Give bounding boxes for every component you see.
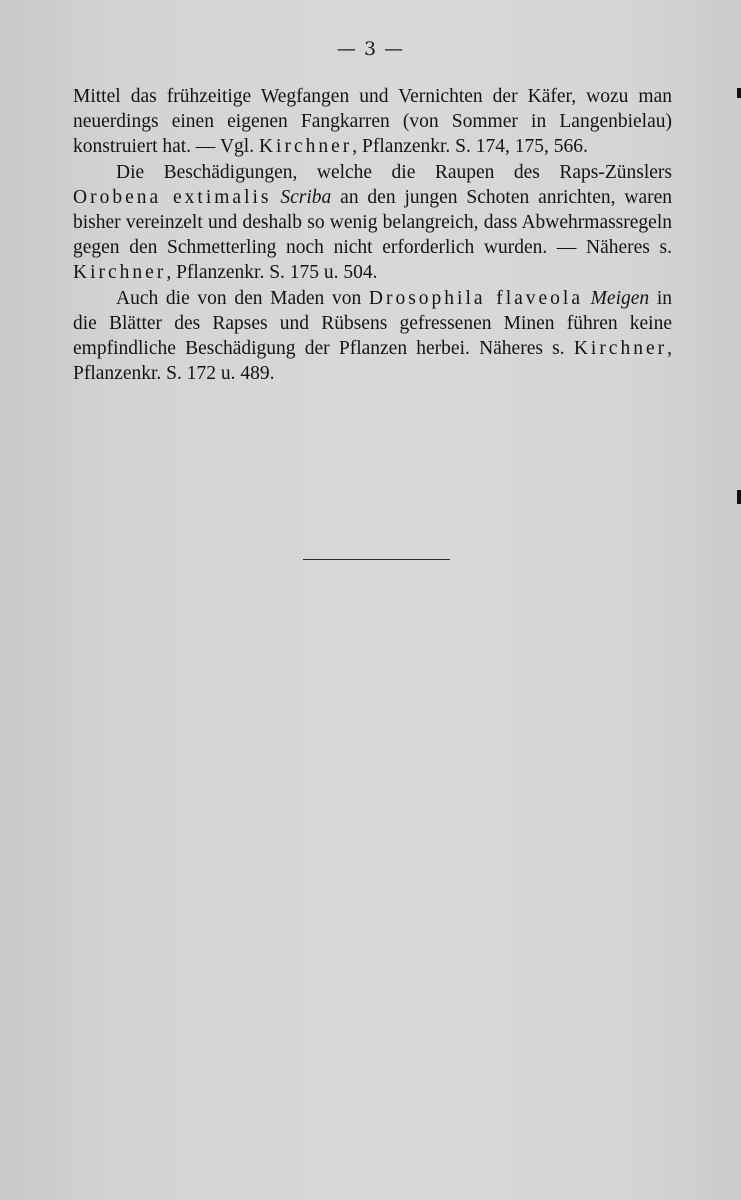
paragraph	[73, 286, 672, 387]
text-run: , Pflanzenkr. S. 174, 175, 566.	[352, 136, 588, 158]
text-run: in die Blätter des Rapses und Rübsens gefressenen Minen führen keine empfindliche Beschädigung der Pflanzen herbei. Näheres s.	[73, 287, 672, 360]
text-run: Auch die von den Maden von	[116, 287, 369, 309]
author-name: Kirchner	[73, 262, 167, 284]
author-name: Kirchner	[573, 338, 668, 360]
species-authority: Meigen	[590, 287, 650, 309]
text-run	[583, 288, 591, 309]
text-run: , Pflanzenkr. S. 175 u. 504.	[166, 262, 378, 284]
page-number: — 3 —	[336, 38, 405, 60]
section-end-rule	[303, 559, 450, 560]
species-name: Orobena extimalis	[73, 186, 272, 208]
text-run: Mittel das frühzeitige Wegfangen und Vernichten der Käfer, wozu man neuerdings einen eigenen Fangkarren (von Sommer in Langenbielau) konstruiert hat. — Vgl.	[73, 86, 672, 158]
text-run: , Pflanzenkr. S. 172 u. 489.	[73, 338, 672, 385]
author-name: Kirchner	[258, 136, 353, 158]
text-run: Die Beschädigungen, welche die Raupen des Raps-Zünslers	[116, 161, 672, 183]
paragraph	[73, 160, 672, 286]
page-edge-mark	[737, 490, 741, 504]
paragraph	[73, 84, 672, 160]
species-name: Drosophila flaveola	[368, 287, 583, 309]
body-text	[73, 84, 672, 386]
page-edge-mark	[737, 88, 741, 98]
species-authority: Scriba	[280, 186, 332, 208]
text-run: an den jungen Schoten anrichten, waren bisher vereinzelt und deshalb so wenig belangreich, dass Abwehrmassregeln gegen den Schmetterling noch nicht erforderlich wurden. — Näheres s.	[73, 186, 673, 259]
